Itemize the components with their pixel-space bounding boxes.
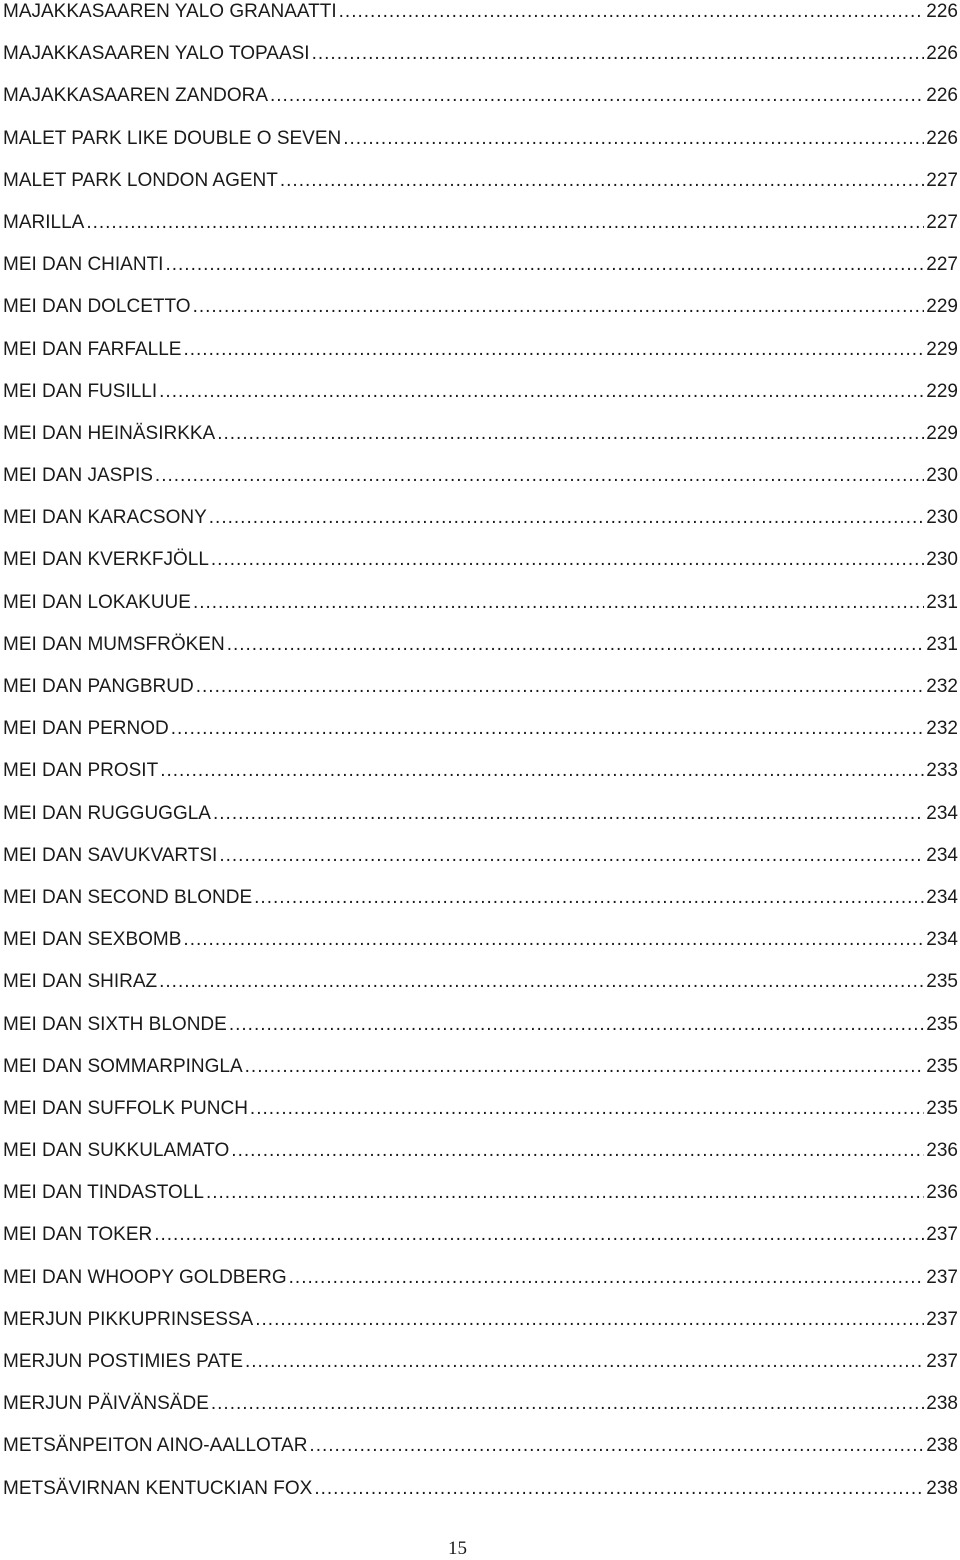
toc-entry[interactable]: [0, 253, 960, 295]
toc-entry[interactable]: [0, 1013, 960, 1055]
toc-dot-leader: [231, 1140, 924, 1162]
toc-entry-page: 229: [926, 338, 958, 360]
toc-entry[interactable]: [0, 1392, 960, 1434]
toc-entry[interactable]: [0, 1350, 960, 1392]
toc-entry-page: 236: [926, 1182, 958, 1204]
toc-dot-leader: [213, 803, 924, 825]
toc-entry[interactable]: [0, 802, 960, 844]
toc-entry[interactable]: [0, 84, 960, 126]
toc-entry[interactable]: [0, 1097, 960, 1139]
toc-entry-title: MEI DAN SEXBOMB: [3, 929, 182, 951]
toc-entry-title: MEI DAN SOMMARPINGLA: [3, 1055, 243, 1077]
toc-entry-title: MEI DAN SHIRAZ: [3, 971, 158, 993]
toc-entry-page: 229: [926, 296, 958, 318]
toc-dot-leader: [270, 85, 924, 107]
toc-dot-leader: [193, 296, 925, 318]
toc-dot-leader: [229, 1014, 924, 1036]
page-number: 15: [448, 1538, 467, 1559]
toc-entry-page: 237: [926, 1351, 958, 1372]
toc-dot-leader: [165, 254, 924, 276]
toc-entry[interactable]: [0, 464, 960, 506]
toc-dot-leader: [86, 212, 924, 234]
toc-entry-title: MAJAKKASAAREN YALO GRANAATTI: [3, 1, 337, 22]
toc-dot-leader: [159, 971, 924, 993]
toc-entry-page: 227: [926, 211, 958, 233]
toc-dot-leader: [160, 760, 924, 782]
toc-dot-leader: [206, 1182, 924, 1204]
toc-dot-leader: [193, 592, 924, 614]
toc-entry[interactable]: [0, 548, 960, 590]
toc-entry-page: 234: [926, 886, 958, 908]
toc-entry-title: MEI DAN MUMSFRÖKEN: [3, 633, 225, 655]
toc-entry[interactable]: [0, 1055, 960, 1097]
toc-dot-leader: [209, 507, 925, 529]
toc-entry-title: MEI DAN PERNOD: [3, 718, 169, 740]
toc-entry-page: 232: [926, 676, 958, 697]
toc-entry-title: MEI DAN SAVUKVARTSI: [3, 844, 218, 866]
toc-entry-page: 235: [926, 1097, 958, 1119]
toc-dot-leader: [171, 718, 925, 740]
toc-entry[interactable]: [0, 42, 960, 84]
toc-entry-title: MERJUN POSTIMIES PATE: [3, 1351, 243, 1372]
toc-entry[interactable]: [0, 633, 960, 675]
toc-entry-title: MEI DAN TOKER: [3, 1224, 153, 1246]
toc-entry-title: MAJAKKASAAREN YALO TOPAASI: [3, 43, 310, 65]
toc-entry[interactable]: [0, 422, 960, 464]
toc-entry[interactable]: [0, 0, 960, 42]
toc-entry-page: 229: [926, 422, 958, 444]
toc-entry-page: 238: [926, 1435, 958, 1457]
toc-dot-leader: [245, 1351, 924, 1373]
toc-entry[interactable]: [0, 1223, 960, 1265]
toc-entry[interactable]: [0, 1181, 960, 1223]
toc-entry-title: MEI DAN KARACSONY: [3, 507, 207, 529]
toc-entry-title: MEI DAN LOKAKUUE: [3, 591, 191, 613]
toc-entry-page: 234: [926, 929, 958, 951]
toc-dot-leader: [154, 1224, 924, 1246]
toc-entry-page: 231: [926, 633, 958, 655]
toc-entry-page: 230: [926, 465, 958, 487]
toc-entry[interactable]: [0, 1308, 960, 1350]
toc-entry-title: MERJUN PIKKUPRINSESSA: [3, 1308, 254, 1330]
toc-entry-page: 237: [926, 1224, 958, 1246]
toc-entry-title: MEI DAN CHIANTI: [3, 254, 164, 276]
toc-entry[interactable]: [0, 844, 960, 886]
toc-entry-page: 226: [926, 127, 958, 149]
toc-entry-title: MALET PARK LONDON AGENT: [3, 169, 278, 191]
toc-entry[interactable]: [0, 380, 960, 422]
toc-dot-leader: [183, 929, 924, 951]
toc-entry-page: 226: [926, 85, 958, 107]
toc-entry-title: METSÄVIRNAN KENTUCKIAN FOX: [3, 1477, 313, 1499]
toc-entry-title: MEI DAN SIXTH BLONDE: [3, 1013, 227, 1035]
toc-entry[interactable]: [0, 338, 960, 380]
toc-entry[interactable]: [0, 717, 960, 759]
toc-dot-leader: [250, 1098, 924, 1120]
toc-entry[interactable]: [0, 506, 960, 548]
toc-entry-page: 234: [926, 802, 958, 824]
toc-entry-title: METSÄNPEITON AINO-AALLOTAR: [3, 1435, 308, 1457]
toc-entry-page: 230: [926, 507, 958, 529]
toc-entry-page: 235: [926, 1013, 958, 1035]
toc-entry-title: MEI DAN SUKKULAMATO: [3, 1140, 230, 1162]
toc-entry[interactable]: [0, 759, 960, 801]
toc-entry[interactable]: [0, 211, 960, 253]
toc-dot-leader: [219, 845, 924, 867]
toc-dot-leader: [196, 676, 925, 698]
toc-entry-page: 237: [926, 1308, 958, 1330]
toc-entry-page: 238: [926, 1477, 958, 1499]
toc-entry-page: 230: [926, 549, 958, 571]
toc-entry[interactable]: [0, 127, 960, 169]
toc-entry-title: MEI DAN SECOND BLONDE: [3, 886, 253, 908]
toc-entry[interactable]: [0, 1139, 960, 1181]
toc-entry-title: MEI DAN FARFALLE: [3, 338, 182, 360]
toc-entry-page: 235: [926, 971, 958, 993]
toc-entry-page: 234: [926, 844, 958, 866]
toc-entry-page: 232: [926, 718, 958, 740]
toc-entry-title: MALET PARK LIKE DOUBLE O SEVEN: [3, 127, 342, 149]
toc-entry-page: 229: [926, 380, 958, 402]
toc-dot-leader: [183, 339, 924, 361]
toc-dot-leader: [280, 170, 924, 192]
toc-dot-leader: [159, 381, 924, 403]
toc-entry-title: MEI DAN JASPIS: [3, 465, 153, 487]
toc-dot-leader: [255, 1309, 924, 1331]
toc-dot-leader: [217, 423, 924, 445]
toc-entry-title: MEI DAN FUSILLI: [3, 380, 158, 402]
toc-entry-title: MEI DAN SUFFOLK PUNCH: [3, 1097, 248, 1119]
toc-entry[interactable]: [0, 970, 960, 1012]
toc-entry-title: MEI DAN KVERKFJÖLL: [3, 549, 209, 571]
toc-entry-page: 233: [926, 760, 958, 782]
toc-entry-page: 227: [926, 254, 958, 276]
toc-entry-title: MAJAKKASAAREN ZANDORA: [3, 85, 268, 107]
toc-dot-leader: [227, 634, 925, 656]
toc-entry-page: 235: [926, 1055, 958, 1077]
toc-entry[interactable]: [0, 886, 960, 928]
toc-dot-leader: [339, 1, 925, 23]
toc-entry-title: MARILLA: [3, 211, 85, 233]
toc-entry-title: MEI DAN PANGBRUD: [3, 676, 194, 697]
toc-dot-leader: [312, 43, 925, 65]
toc-dot-leader: [309, 1435, 924, 1457]
toc-dot-leader: [211, 549, 924, 571]
toc-entry-title: MERJUN PÄIVÄNSÄDE: [3, 1393, 209, 1415]
toc-entry-page: 231: [926, 591, 958, 613]
toc-dot-leader: [211, 1393, 924, 1415]
toc-entry[interactable]: [0, 1477, 960, 1519]
toc-dot-leader: [289, 1267, 925, 1289]
toc-entry-page: 226: [926, 43, 958, 65]
toc-entry-page: 237: [926, 1266, 958, 1288]
toc-entry[interactable]: [0, 591, 960, 633]
toc-dot-leader: [245, 1056, 925, 1078]
toc-entry-page: 226: [926, 1, 958, 22]
toc-entry-title: MEI DAN DOLCETTO: [3, 296, 191, 318]
toc-dot-leader: [155, 465, 924, 487]
toc-entry[interactable]: [0, 1434, 960, 1476]
toc-dot-leader: [314, 1478, 924, 1500]
toc-dot-leader: [254, 887, 924, 909]
toc-entry-title: MEI DAN WHOOPY GOLDBERG: [3, 1266, 287, 1288]
toc-dot-leader: [343, 128, 924, 150]
toc-entry-title: MEI DAN TINDASTOLL: [3, 1182, 204, 1204]
toc-entry[interactable]: [0, 1266, 960, 1308]
toc-entry-page: 227: [926, 169, 958, 191]
toc-entry[interactable]: [0, 675, 960, 717]
toc-entry-title: MEI DAN PROSIT: [3, 760, 159, 782]
toc-entry-page: 238: [926, 1393, 958, 1415]
toc-entry[interactable]: [0, 928, 960, 970]
toc-entry[interactable]: [0, 295, 960, 337]
toc-entry-page: 236: [926, 1140, 958, 1162]
toc-entry[interactable]: [0, 169, 960, 211]
toc-entry-title: MEI DAN HEINÄSIRKKA: [3, 422, 216, 444]
toc-entry-title: MEI DAN RUGGUGGLA: [3, 802, 211, 824]
